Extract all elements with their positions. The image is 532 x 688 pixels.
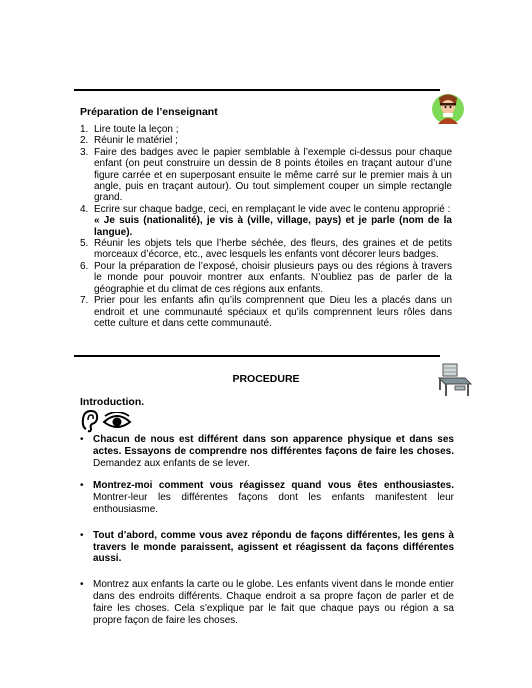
- step-text: Prier pour les enfants afin qu’ils comprennent que Dieu les a placés dans un endroit et une communauté spéciaux et qu’ils comprennent leurs rôles dans cette culture et dans cette communauté.: [94, 295, 452, 329]
- prep-steps-list: [80, 124, 452, 329]
- list-item: [80, 124, 452, 135]
- bullet-glyph: •: [80, 434, 84, 445]
- bullet-bold-text: Chacun de nous est différent dans son apparence physique et dans ses actes. Essayons de comprendre nos différentes façons de faire les choses.: [93, 434, 454, 457]
- step-number: 3.: [80, 146, 89, 158]
- bullet-glyph: •: [80, 579, 84, 591]
- step-text: Réunir les objets tels que l’herbe séchée, des fleurs, des graines et de petits morceaux d’écorce, etc., avec lesquels les enfants vont décorer leurs badges.: [94, 238, 452, 261]
- procedure-title: PROCEDURE: [232, 373, 300, 385]
- bullet-bold-text: Tout d’abord, comme vous avez répondu de façons différentes, les gens à travers le monde paraissent, agissent et réagissent da façons différentes aussi.: [93, 529, 454, 565]
- bullet-text: Montrez aux enfants la carte ou le globe. Les enfants vivent dans le monde entier dans des endroits différents. Chaque endroit a sa propre façon de parler et de faire les choses. Cela s’explique par le fait que chaque pays ou région a sa propre façon de faire les choses.: [93, 579, 454, 626]
- step-number: 6.: [80, 260, 89, 272]
- ear-icon: [80, 409, 100, 433]
- list-item: [80, 261, 452, 295]
- step-number: 7.: [80, 295, 89, 307]
- bullet-text: Demandez aux enfants de se lever.: [93, 457, 250, 469]
- list-item: [80, 579, 454, 626]
- spacer: [80, 565, 454, 579]
- introduction-label: Introduction.: [80, 396, 145, 408]
- eye-icon: [102, 412, 132, 430]
- step-text: Lire toute la leçon ;: [94, 124, 179, 135]
- bullet-glyph: •: [80, 529, 84, 541]
- step-text: Faire des badges avec le papier semblable à l’exemple ci-dessus pour chaque enfant (on peut construire un dessin de 8 points étoiles en traçant autour d’une figure carrée et en superposant ensuite le même carré sur le premier mais à un angle, puis en traçant autour). Ou tout simplement couper un simple rectangle grand.: [94, 146, 452, 204]
- list-item: [80, 147, 452, 204]
- list-item: [80, 238, 452, 261]
- list-item: [80, 135, 452, 146]
- step-number: 5.: [80, 238, 89, 250]
- step-number: 4.: [80, 203, 89, 215]
- spacer: [80, 469, 454, 480]
- top-divider: [74, 89, 440, 91]
- middle-divider: [74, 355, 440, 357]
- step-number: 1.: [80, 124, 89, 135]
- list-item: [80, 530, 454, 565]
- list-item: [80, 295, 452, 329]
- step-text: Réunir le matériel ;: [94, 135, 178, 147]
- spacer: [80, 516, 454, 530]
- step-text-bold: « Je suis (nationalité), je vis à (ville, village, pays) et je parle (nom de la langue).: [94, 215, 452, 238]
- bullet-text: Montrer-leur les différentes façons dont les enfants manifestent leur enthousiasme.: [93, 492, 454, 515]
- teacher-icon: [430, 90, 466, 126]
- bullet-glyph: •: [80, 480, 84, 492]
- bullet-bold-text: Montrez-moi comment vous réagissez quand vous êtes enthousiastes.: [93, 480, 454, 492]
- step-text: Pour la préparation de l’exposé, choisir plusieurs pays ou des régions à travers le monde pour pouvoir montrer aux enfants. N’oubliez pas de parler de la géographie et du climat de ces régions aux enfants.: [94, 260, 452, 295]
- step-number: 2.: [80, 135, 89, 147]
- list-item: [80, 204, 452, 238]
- prep-title: Préparation de l’enseignant: [80, 106, 218, 118]
- list-item: [80, 434, 454, 469]
- step-text: Ecrire sur chaque badge, ceci, en remplaçant le vide avec le contenu approprié :: [94, 203, 451, 215]
- procedure-bullets: [80, 434, 454, 626]
- list-item: [80, 480, 454, 515]
